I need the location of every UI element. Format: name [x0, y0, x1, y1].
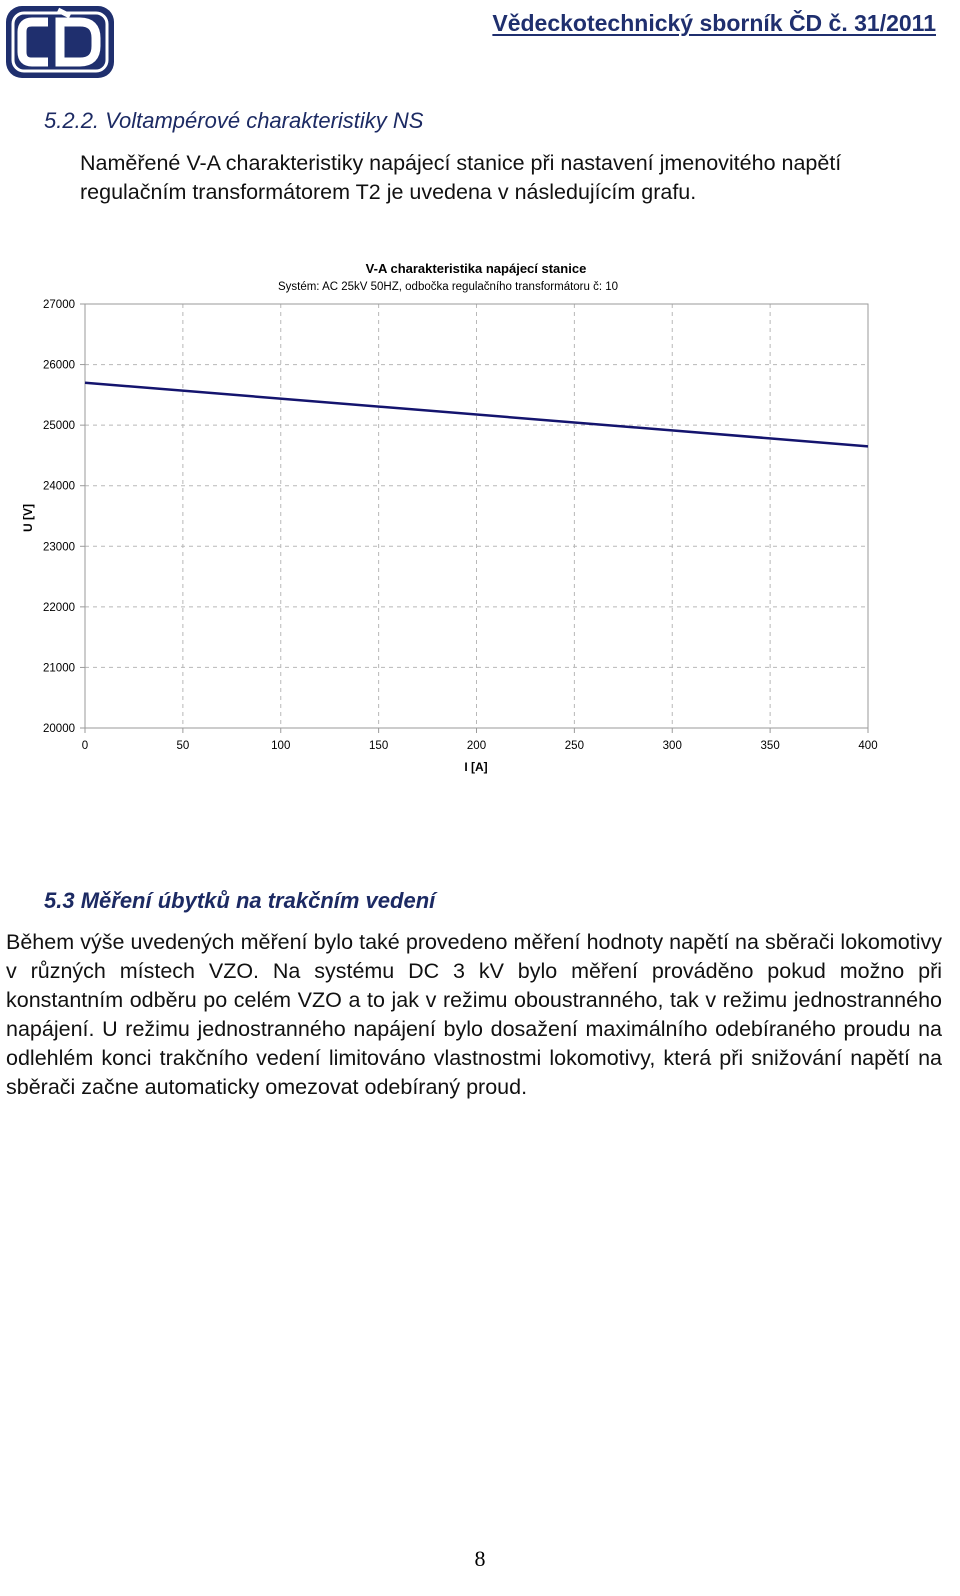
va-characteristic-chart — [0, 250, 960, 790]
x-axis-ticks — [82, 728, 878, 752]
x-axis-label: I [A] — [464, 760, 488, 774]
x-tick-label: 400 — [858, 740, 878, 752]
x-tick-label: 200 — [466, 740, 487, 752]
chart-grid — [85, 304, 868, 728]
y-tick-label: 22000 — [43, 601, 75, 614]
y-axis-label: U [V] — [21, 504, 35, 532]
x-tick-label: 250 — [564, 740, 584, 752]
x-tick-label: 0 — [81, 740, 89, 752]
section-heading: 5.2.2. Voltampérové charakteristiky NS — [44, 108, 424, 133]
y-tick-label: 23000 — [43, 541, 75, 554]
y-tick-label: 26000 — [43, 359, 75, 372]
x-tick-label: 350 — [760, 740, 780, 752]
y-tick-label: 27000 — [43, 299, 75, 311]
journal-title: Vědeckotechnický sborník ČD č. 31/2011 — [492, 10, 936, 36]
x-tick-label: 150 — [369, 740, 389, 752]
chart-title: V-A charakteristika napájecí stanice — [365, 261, 587, 276]
y-tick-label: 21000 — [43, 662, 75, 675]
x-tick-label: 300 — [662, 740, 682, 752]
body-paragraph: Během výše uvedených měření bylo také provedeno měření hodnoty napětí na sběrači lokomotivy v různých místech VZO. Na systému DC 3 kV bylo měření prováděno pokud možno při konstantním odběru po celém VZO a to jak v režimu oboustranného, tak v režimu jednostranného napájení. U režimu jednostranného napájení bylo dosažení maximálního odebíraného proudu na odlehlém konci trakčního vedení limitováno vlastnostmi lokomotivy, která při snižování napětí na sběrači začne automaticky omezovat odebíraný proud. — [6, 930, 942, 1099]
y-tick-label: 20000 — [43, 723, 75, 735]
cd-logo — [4, 4, 116, 80]
x-tick-label: 100 — [271, 740, 291, 752]
y-axis-ticks — [43, 299, 85, 735]
section-heading-measurement: 5.3 Měření úbytků na trakčním vedení — [44, 888, 436, 913]
y-tick-label: 24000 — [43, 480, 75, 493]
chart-subtitle: Systém: AC 25kV 50HZ, odbočka regulačního transformátoru č: 10 — [277, 281, 619, 293]
y-tick-label: 25000 — [43, 420, 75, 433]
x-tick-label: 50 — [176, 740, 190, 752]
intro-paragraph: Naměřené V-A charakteristiky napájecí stanice při nastavení jmenovitého napětí regulačním transformátorem T2 je uvedena v následujícím grafu. — [80, 151, 842, 204]
page-number: 8 — [474, 1546, 486, 1571]
